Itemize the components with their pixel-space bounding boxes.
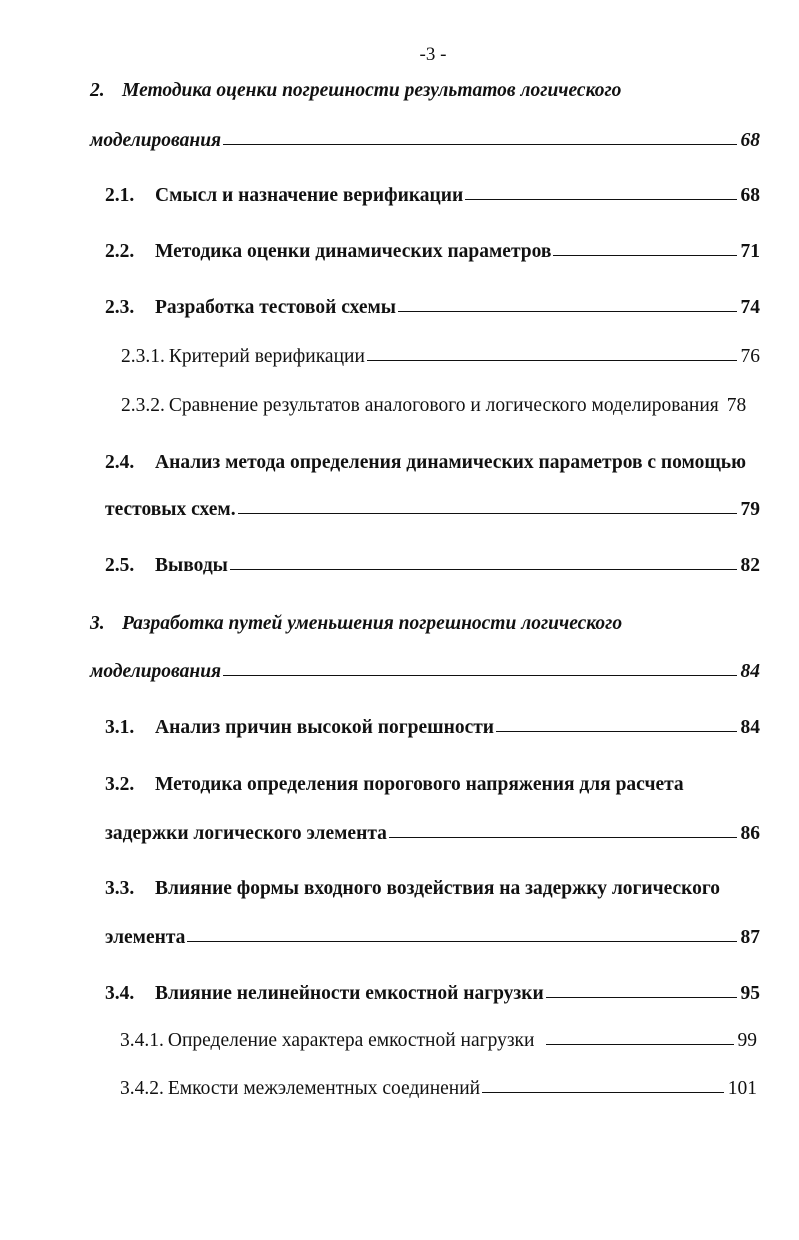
toc-leader-line <box>398 311 736 312</box>
toc-leader-line <box>367 360 737 361</box>
toc-leader-line <box>238 513 737 514</box>
toc-title: Определение характера емкостной нагрузки <box>167 1030 535 1051</box>
toc-title: Методика определения порогового напряжения для расчета <box>155 774 684 795</box>
toc-entry-2-4[interactable] <box>105 498 760 522</box>
toc-title: Влияние нелинейности емкостной нагрузки <box>155 983 544 1004</box>
toc-number: 3. <box>90 613 105 634</box>
toc-title: Сравнение результатов аналогового и логического моделирования <box>168 395 719 416</box>
toc-entry-3-3-heading <box>105 877 720 901</box>
page-number: -3 - <box>419 44 447 65</box>
toc-number: 2.3. <box>105 297 135 318</box>
toc-number: 3.3. <box>105 878 135 899</box>
toc-page-number: 84 <box>740 661 760 682</box>
toc-title: Анализ метода определения динамических параметров с помощью <box>155 452 746 473</box>
toc-page-number: 99 <box>737 1030 757 1051</box>
toc-page-number: 87 <box>740 927 760 948</box>
toc-leader-line <box>230 569 737 570</box>
toc-number: 3.2. <box>105 774 135 795</box>
toc-leader-line <box>465 199 736 200</box>
toc-entry-3-3[interactable] <box>105 926 760 950</box>
toc-entry-3-4-1[interactable] <box>120 1029 757 1053</box>
toc-number: 2.4. <box>105 452 135 473</box>
toc-title: Влияние формы входного воздействия на задержку логического <box>155 878 720 899</box>
toc-title: Выводы <box>155 555 228 576</box>
toc-entry-2-3-2[interactable] <box>121 394 760 418</box>
toc-entry-3-2-heading <box>105 773 684 797</box>
toc-page-number: 76 <box>740 346 760 367</box>
toc-leader-line <box>389 837 737 838</box>
toc-number: 3.4.2. <box>120 1078 164 1099</box>
toc-entry-2-1[interactable] <box>105 184 760 208</box>
toc-leader-line <box>546 1044 733 1045</box>
toc-number: 3.4. <box>105 983 135 1004</box>
toc-number: 2.1. <box>105 185 135 206</box>
toc-number: 2.3.1. <box>121 346 165 367</box>
toc-page-number: 68 <box>740 130 760 151</box>
toc-entry-3-4-2[interactable] <box>120 1077 757 1101</box>
toc-leader-line <box>496 731 736 732</box>
toc-title: Смысл и назначение верификации <box>155 185 464 206</box>
toc-page-number: 78 <box>726 395 747 416</box>
toc-leader-line <box>187 941 736 942</box>
toc-page-number: 71 <box>740 241 760 262</box>
toc-entry-2-3-1[interactable] <box>121 345 760 369</box>
toc-leader-line <box>223 144 736 145</box>
toc-entry-3-2[interactable] <box>105 822 760 846</box>
toc-page-number: 74 <box>740 297 760 318</box>
toc-title: Разработка путей уменьшения погрешности логического <box>122 613 623 634</box>
toc-leader-line <box>482 1092 724 1093</box>
toc-title: тестовых схем. <box>105 499 236 520</box>
toc-entry-2[interactable] <box>90 129 760 153</box>
toc-title: моделирования <box>90 661 222 682</box>
toc-page-number: 95 <box>740 983 760 1004</box>
toc-leader-line <box>553 255 736 256</box>
toc-entry-2-4-heading <box>105 451 746 475</box>
toc-number: 2.2. <box>105 241 135 262</box>
toc-page-number: 86 <box>740 823 760 844</box>
toc-leader-line <box>223 675 736 676</box>
toc-page-number: 84 <box>740 717 760 738</box>
toc-number: 2. <box>90 80 105 101</box>
toc-number: 3.4.1. <box>120 1030 164 1051</box>
toc-entry-2-2[interactable] <box>105 240 760 264</box>
toc-entry-3[interactable] <box>90 660 760 684</box>
toc-entry-3-4[interactable] <box>105 982 760 1006</box>
toc-title: Разработка тестовой схемы <box>155 297 397 318</box>
toc-page-number: 82 <box>740 555 760 576</box>
toc-leader-line <box>546 997 737 998</box>
toc-entry-3-1[interactable] <box>105 716 760 740</box>
toc-page-number: 68 <box>740 185 760 206</box>
toc-number: 2.3.2. <box>121 395 165 416</box>
toc-title: Анализ причин высокой погрешности <box>155 717 495 738</box>
toc-page-number: 101 <box>727 1078 757 1099</box>
toc-number: 2.5. <box>105 555 135 576</box>
toc-page-number: 79 <box>740 499 760 520</box>
toc-number: 3.1. <box>105 717 135 738</box>
toc-title: моделирования <box>90 130 222 151</box>
toc-title: Методика оценки погрешности результатов логического <box>122 80 622 101</box>
toc-chapter-2-heading <box>90 79 621 103</box>
toc-title: Емкости межэлементных соединений <box>167 1078 481 1099</box>
toc-entry-2-5[interactable] <box>105 554 760 578</box>
toc-title: Методика оценки динамических параметров <box>155 241 552 262</box>
toc-entry-2-3[interactable] <box>105 296 760 320</box>
toc-title: элемента <box>105 927 186 948</box>
toc-title: задержки логического элемента <box>105 823 387 844</box>
toc-chapter-3-heading <box>90 612 622 636</box>
toc-title: Критерий верификации <box>168 346 365 367</box>
